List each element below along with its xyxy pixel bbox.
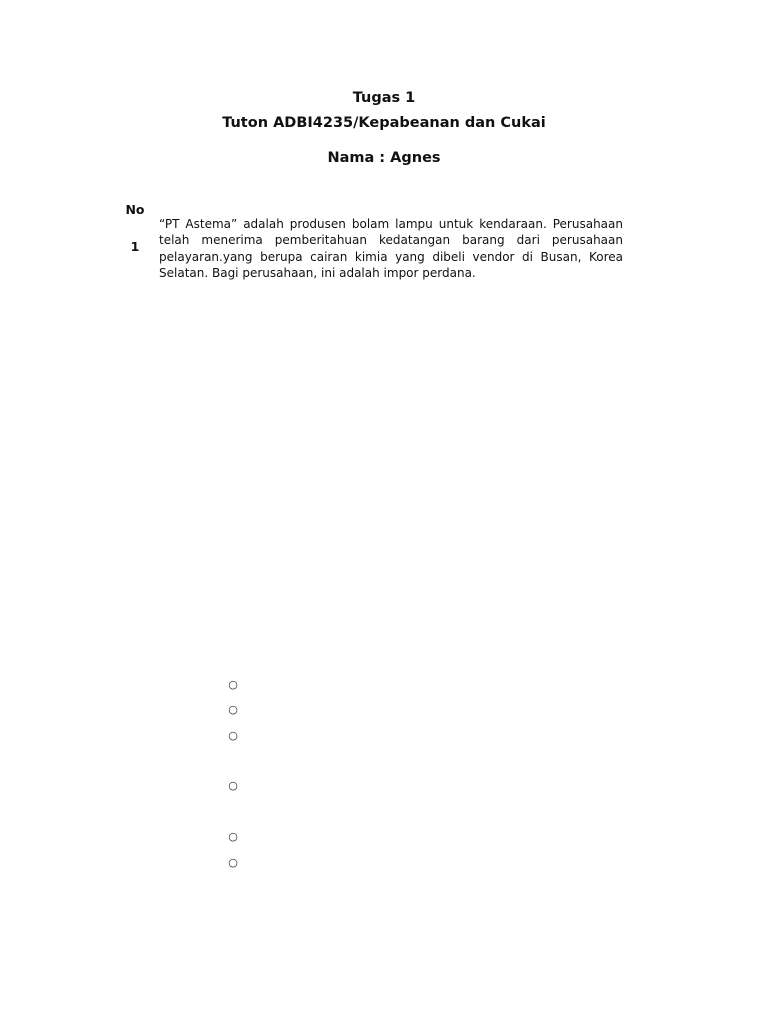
table-header-no: No <box>125 202 145 217</box>
course-title: Tuton ADBI4235/Kepabeanan dan Cukai <box>222 115 546 131</box>
question-text: “PT Astema” adalah produsen bolam lampu untuk kendaraan. Perusahaan telah menerima pemberitahuan kedatangan barang dari perusahaan pelayaran.yang berupa cairan kimia yang dibeli vendor di Busan, Korea Selatan. Bagi perusahaan, ini adalah impor perdana. <box>159 217 623 280</box>
student-name: Nama : Agnes <box>327 150 441 166</box>
bullet-icon: ○ <box>228 678 238 691</box>
bullet-icon: ○ <box>228 703 238 716</box>
bullet-icon: ○ <box>228 779 238 792</box>
bullet-icon: ○ <box>228 856 238 869</box>
bullet-icon: ○ <box>228 729 238 742</box>
table-row-number: 1 <box>130 239 140 254</box>
document-title: Tugas 1 <box>352 90 416 106</box>
bullet-icon: ○ <box>228 830 238 843</box>
